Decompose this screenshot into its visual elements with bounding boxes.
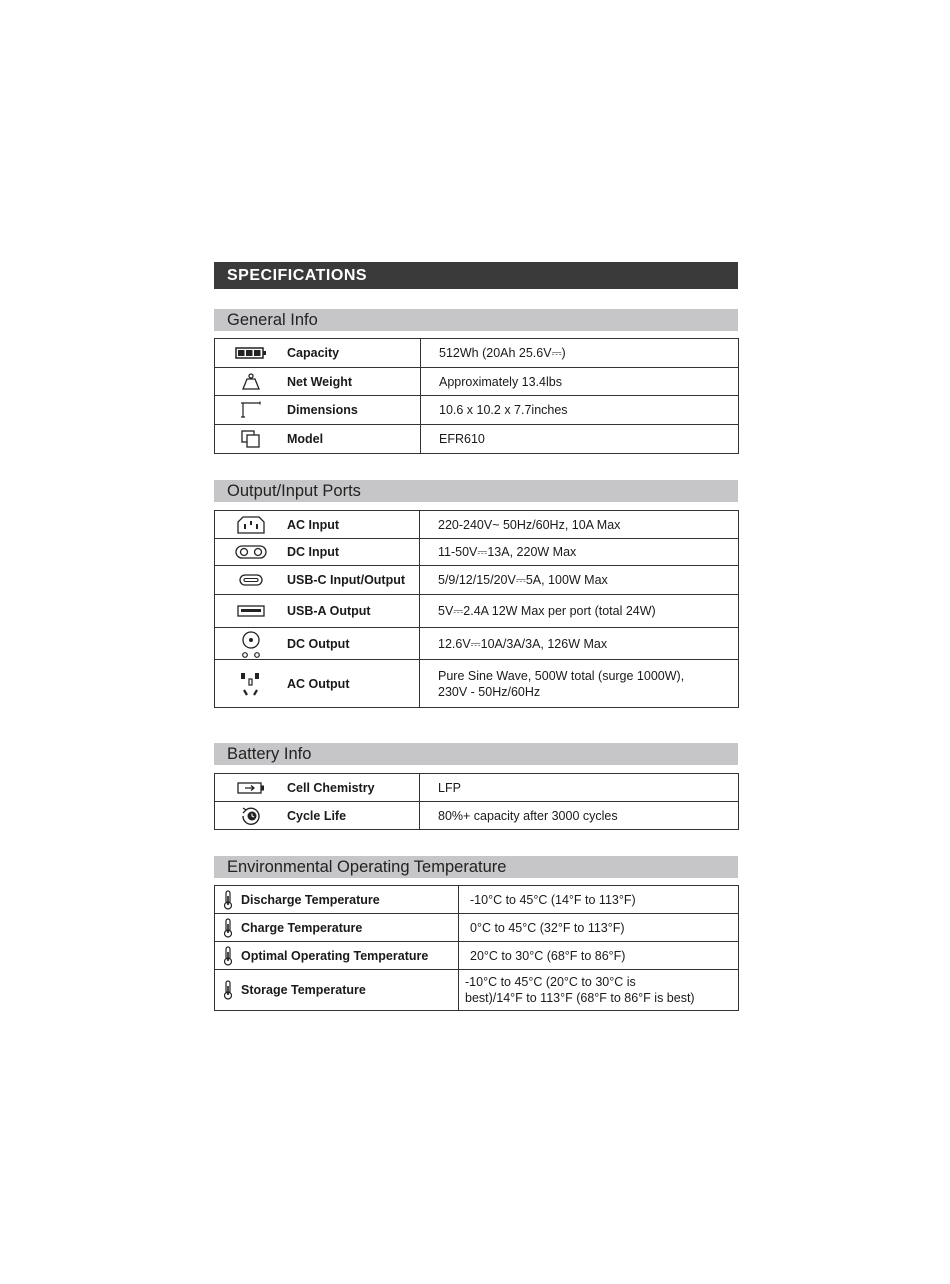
battery-icon (215, 346, 287, 360)
row-label: Cycle Life (287, 808, 347, 823)
value-line-1: Pure Sine Wave, 500W total (surge 1000W), (438, 668, 685, 683)
ac-output-socket-icon (215, 670, 287, 698)
row-value: LFP (438, 780, 461, 795)
row-label: Storage Temperature (241, 983, 366, 997)
row-value: Approximately 13.4lbs (439, 374, 562, 389)
table-row (215, 339, 739, 368)
row-value: 80%+ capacity after 3000 cycles (438, 808, 618, 823)
value-line-2: best)/14°F to 113°F (68°F to 86°F is best) (465, 991, 695, 1005)
row-label: AC Input (287, 517, 340, 532)
row-value: 5V⎓2.4A 12W Max per port (total 24W) (438, 604, 656, 618)
model-icon (215, 429, 287, 449)
ports-table (214, 510, 739, 708)
table-row (215, 539, 739, 566)
table-row (215, 628, 739, 660)
row-label: Model (287, 432, 324, 446)
row-label: USB-A Output (287, 604, 371, 618)
cycle-life-icon (215, 805, 287, 827)
ac-input-port-icon (215, 516, 287, 534)
row-value: -10°C to 45°C (14°F to 113°F) (470, 892, 636, 907)
temperature-table (214, 885, 739, 1011)
section-heading-ports: Output/Input Ports (214, 480, 738, 502)
row-label: USB-C Input/Output (287, 573, 406, 587)
dc-output-port-icon (215, 629, 287, 659)
table-row (215, 425, 739, 454)
row-value: 11-50V⎓13A, 220W Max (438, 545, 577, 559)
row-label: Charge Temperature (241, 920, 363, 935)
row-label: Capacity (287, 346, 340, 360)
table-row (215, 368, 739, 396)
weight-icon (215, 373, 287, 391)
usb-a-port-icon (215, 605, 287, 617)
section-heading-environmental-temperature: Environmental Operating Temperature (214, 856, 738, 878)
section-heading-battery-info: Battery Info (214, 743, 738, 765)
table-row (215, 566, 739, 595)
row-label: DC Input (287, 545, 340, 559)
row-label: Discharge Temperature (241, 892, 380, 907)
dimensions-icon (215, 401, 287, 419)
cell-battery-icon (215, 782, 287, 794)
thermometer-icon (215, 946, 241, 966)
page-title: SPECIFICATIONS (214, 262, 738, 289)
row-label: DC Output (287, 636, 350, 651)
row-value: 0°C to 45°C (32°F to 113°F) (470, 920, 625, 935)
table-row (215, 595, 739, 628)
row-label: Cell Chemistry (287, 780, 375, 795)
table-row (215, 942, 739, 970)
dc-input-port-icon (215, 545, 287, 559)
row-label: Optimal Operating Temperature (241, 948, 429, 963)
row-label: Dimensions (287, 403, 358, 417)
row-value: 220-240V~ 50Hz/60Hz, 10A Max (438, 517, 621, 532)
row-value: EFR610 (439, 432, 485, 446)
value-line-2: 230V - 50Hz/60Hz (438, 684, 541, 699)
section-heading-general-info: General Info (214, 309, 738, 331)
table-row (215, 970, 739, 1011)
general-info-table (214, 338, 739, 454)
usb-c-port-icon (215, 574, 287, 586)
value-line-1: -10°C to 45°C (20°C to 30°C is (465, 975, 636, 989)
row-value (459, 974, 738, 1006)
table-row (215, 886, 739, 914)
table-row (215, 802, 739, 830)
battery-info-table (214, 773, 739, 830)
table-row (215, 511, 739, 539)
row-value: 20°C to 30°C (68°F to 86°F) (470, 948, 626, 963)
row-value: 512Wh (20Ah 25.6V⎓) (439, 346, 566, 360)
table-row (215, 774, 739, 802)
row-value (420, 668, 738, 700)
thermometer-icon (215, 890, 241, 910)
row-value: 5/9/12/15/20V⎓5A, 100W Max (438, 573, 608, 587)
row-label: AC Output (287, 676, 350, 691)
table-row (215, 660, 739, 708)
row-value: 10.6 x 10.2 x 7.7inches (439, 403, 568, 417)
table-row (215, 396, 739, 425)
thermometer-icon (215, 980, 241, 1000)
row-label: Net Weight (287, 374, 353, 389)
table-row (215, 914, 739, 942)
row-value: 12.6V⎓10A/3A/3A, 126W Max (438, 636, 608, 651)
thermometer-icon (215, 918, 241, 938)
